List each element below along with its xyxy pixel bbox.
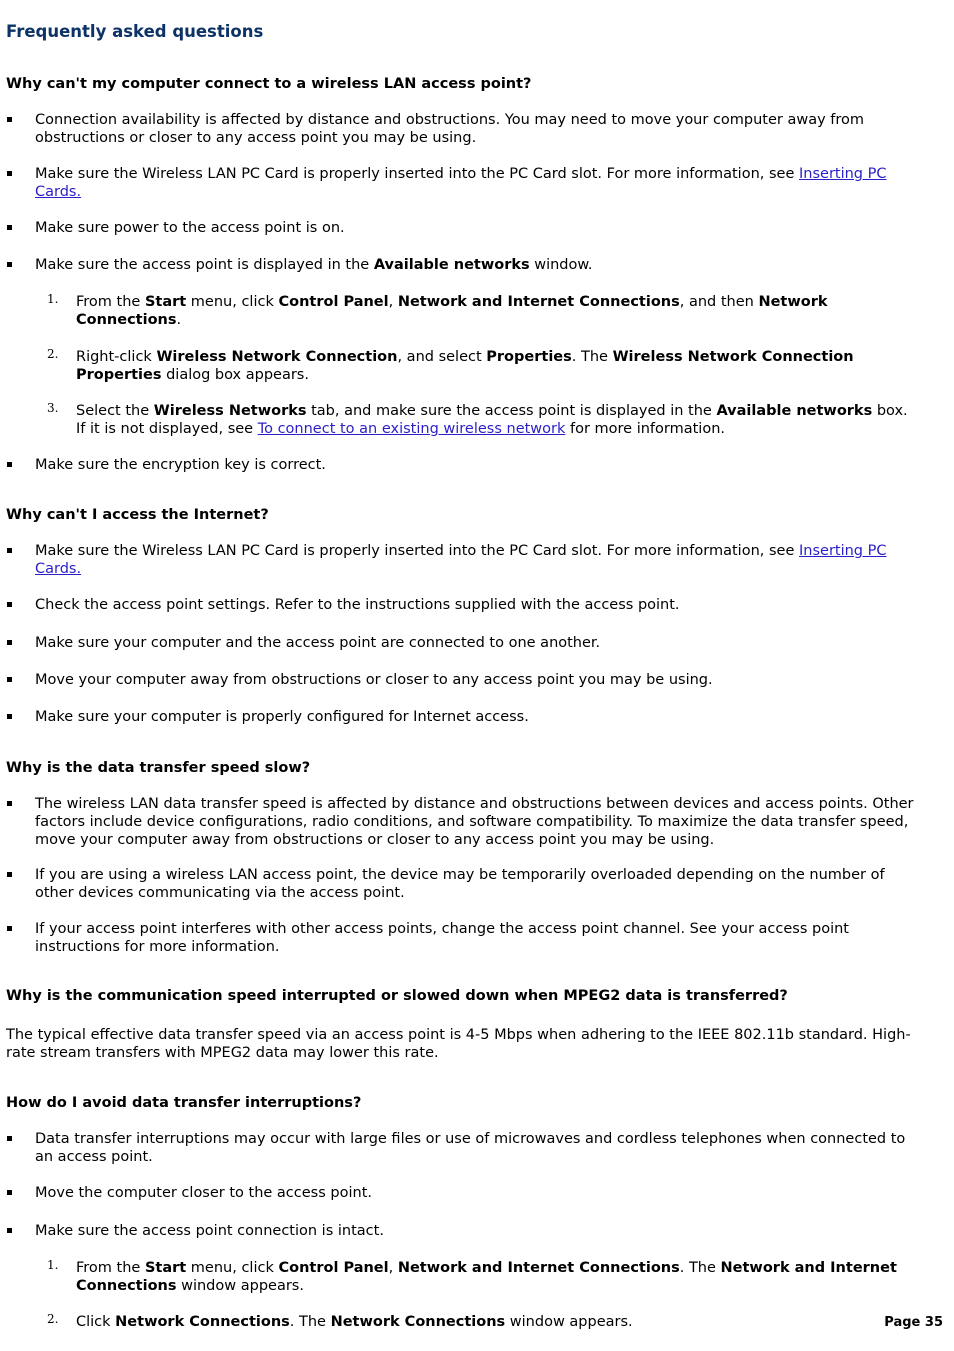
- numbered-step: [47, 1258, 921, 1295]
- text: Select the: [76, 403, 154, 419]
- text: window appears.: [176, 1278, 304, 1294]
- text: . The: [289, 1314, 331, 1330]
- page-title: Frequently asked questions: [6, 22, 264, 41]
- step-number: 1.: [47, 1258, 59, 1272]
- step-number: 3.: [47, 401, 59, 415]
- text: window appears.: [505, 1314, 633, 1330]
- ui-term: Network Connections: [330, 1314, 506, 1330]
- ui-term: Start: [144, 294, 187, 310]
- numbered-step: [47, 401, 921, 438]
- text: dialog box appears.: [161, 367, 309, 383]
- ui-term: Available networks: [716, 403, 873, 419]
- step-number: 1.: [47, 292, 59, 306]
- list-item: Check the access point settings. Refer to the instructions supplied with the access point.: [35, 596, 920, 614]
- paragraph: The typical effective data transfer speed via an access point is 4-5 Mbps when adhering to the IEEE 802.11b standard. High-rate stream transfers with MPEG2 data may lower this rate.: [6, 1027, 911, 1061]
- ui-term: Available networks: [373, 257, 530, 273]
- text: tab, and make sure the access point is displayed in the: [306, 403, 717, 419]
- list-item: Make sure power to the access point is on.: [35, 219, 920, 237]
- text: box. If it is not displayed, see: [76, 403, 908, 437]
- ui-term: Network and Internet Connections: [397, 294, 680, 310]
- step-number: 2.: [47, 1312, 59, 1326]
- numbered-step: [47, 347, 921, 384]
- list-item: Make sure your computer is properly configured for Internet access.: [35, 708, 920, 726]
- text: From the: [76, 294, 145, 310]
- text: Make sure the Wireless LAN PC Card is properly inserted into the PC Card slot. For more information, see: [35, 543, 799, 559]
- text: .: [176, 312, 182, 328]
- text: From the: [76, 1260, 145, 1276]
- faq-heading-mpeg2: Why is the communication speed interrupted or slowed down when MPEG2 data is transferred?: [6, 988, 788, 1004]
- text: , and select: [397, 349, 487, 365]
- faq-heading-speed: Why is the data transfer speed slow?: [6, 760, 311, 776]
- step-number: 2.: [47, 347, 59, 361]
- ui-term: Network Connections: [115, 1314, 290, 1330]
- list-item: Data transfer interruptions may occur with large files or use of microwaves and cordless telephones when connected to an access point.: [35, 1130, 920, 1166]
- ui-term: Control Panel: [278, 1260, 389, 1276]
- ui-term: Wireless Network Connection: [156, 349, 398, 365]
- faq-heading-internet: Why can't I access the Internet?: [6, 507, 269, 523]
- list-item: Connection availability is affected by distance and obstructions. You may need to move your computer away from obstructions or closer to any access point you may be using.: [35, 111, 920, 147]
- text: for more information.: [565, 421, 726, 437]
- ui-term: Network and Internet Connections: [397, 1260, 680, 1276]
- ui-term: Start: [144, 1260, 187, 1276]
- list-item: Make sure your computer and the access point are connected to one another.: [35, 634, 920, 652]
- ui-term: Network and Internet Connections: [76, 1260, 897, 1294]
- text: window.: [529, 257, 593, 273]
- page-number: Page 35: [884, 1315, 943, 1330]
- numbered-step: [47, 292, 921, 329]
- list-item: Make sure the access point connection is intact.: [35, 1222, 920, 1240]
- text: menu, click: [186, 1260, 279, 1276]
- text: , and then: [679, 294, 759, 310]
- connect-existing-network-link[interactable]: To connect to an existing wireless network: [257, 421, 566, 437]
- faq-heading-connect: Why can't my computer connect to a wireless LAN access point?: [6, 76, 532, 92]
- text: . The: [571, 349, 613, 365]
- inserting-pc-cards-link[interactable]: Inserting PC Cards.: [35, 166, 887, 200]
- list-item: The wireless LAN data transfer speed is affected by distance and obstructions between devices and access points. Other factors include device configurations, radio conditions, and software compatibility. To maximize the data transfer speed, move your computer away from obstructions or closer to any access point you may be using.: [35, 795, 920, 849]
- list-item: If you are using a wireless LAN access point, the device may be temporarily overloaded depending on the number of other devices communicating via the access point.: [35, 866, 920, 902]
- list-item: [35, 165, 920, 201]
- ui-term: Properties: [486, 349, 572, 365]
- list-item: Move your computer away from obstructions or closer to any access point you may be using.: [35, 671, 920, 689]
- numbered-step: [47, 1312, 921, 1331]
- text: . The: [679, 1260, 721, 1276]
- text: Make sure the Wireless LAN PC Card is properly inserted into the PC Card slot. For more information, see: [35, 166, 799, 182]
- list-item: If your access point interferes with other access points, change the access point channel. See your access point instructions for more information.: [35, 920, 920, 956]
- text: ,: [388, 294, 398, 310]
- ui-term: Wireless Networks: [153, 403, 307, 419]
- list-item: [35, 542, 920, 578]
- ui-term: Control Panel: [278, 294, 389, 310]
- inserting-pc-cards-link[interactable]: Inserting PC Cards.: [35, 543, 887, 577]
- list-item: Make sure the encryption key is correct.: [35, 456, 920, 474]
- text: menu, click: [186, 294, 279, 310]
- text: ,: [388, 1260, 398, 1276]
- text: Make sure the access point is displayed in the: [35, 257, 374, 273]
- ui-term: Wireless Network Connection Properties: [76, 349, 854, 383]
- faq-heading-interruptions: How do I avoid data transfer interruptions?: [6, 1095, 362, 1111]
- text: Right-click: [76, 349, 157, 365]
- ui-term: Network Connections: [76, 294, 828, 328]
- list-item: [35, 256, 920, 274]
- list-item: Move the computer closer to the access point.: [35, 1184, 920, 1202]
- text: Click: [76, 1314, 116, 1330]
